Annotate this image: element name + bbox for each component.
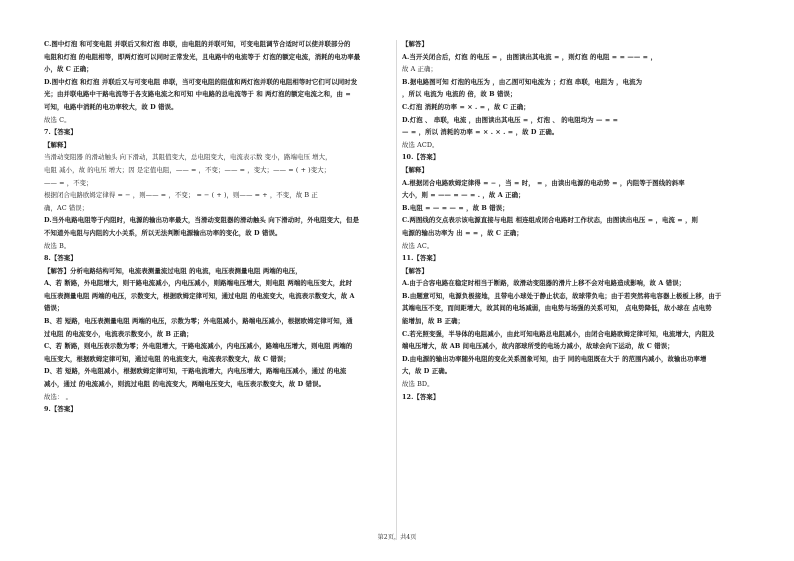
text-line: 【解答】分析电路结构可知，电流表测量流过电阻 的电流，电压表测量电阻 两端的电压， <box>44 266 302 275</box>
text-line: D.图中灯泡 和灯泡 并联后又与可变电阻 串联，当可变电阻的阻值和两灯泡并联的电阻相等时它们可以同时发 <box>44 77 358 86</box>
text-line: C、若 断路，则电压表示数为零；外电阻增大，干路电流减小，内电压减小，路端电压增大，则电阻 两端的 <box>44 342 353 351</box>
text-line: 电压表测量电阻 两端的电压，示数变大，根据欧姆定律可知，通过电阻 的电流变大，电流表示数变大，故 A <box>44 291 355 300</box>
text-line: C.灯泡 消耗的功率 = × . = ，故 C 正确； <box>402 102 530 111</box>
text-line: 端电压增大，故 AB 间电压减小，故内部球所受的电场力减小，故球会向下运动，故 C 错误； <box>402 342 674 351</box>
text-line: 可知，电路中消耗的电功率较大，故 D 错误。 <box>44 102 178 111</box>
text-line: D.当外电路电阻等于内阻时，电源的输出功率最大，当滑动变阻器的滑动触头 向下滑动时，外电阻变大，但是 <box>44 216 360 225</box>
text-line: B、若 短路，电压表测量电阻 两端的电压，示数为零；外电阻减小，路端电压减小，根据欧姆定律可知，通 <box>44 317 353 326</box>
text-line: D.灯泡 、 串联，电流 ，由图读出其电压 = ，灯泡 、 的电阻均为 — = = <box>402 115 619 124</box>
text-line: D、若 短路，外电阻减小，根据欧姆定律可知，干路电流增大，内电压增大，路端电压减小，通过 的电流 <box>44 367 347 376</box>
text-line: 不知道外电阻与内阻的大小关系，所以无法判断电源输出功率的变化，故 D 错误。 <box>44 228 282 237</box>
text-line: 大小，则 = —— = — = . ，故 A 正确； <box>402 191 525 200</box>
text-line: 能增加，故 B 正确； <box>402 317 465 326</box>
text-line: A.当开关闭合后，灯泡 的电压 = ，由图读出其电流 = ，则灯泡 的电阻 = = —— = ， <box>402 52 657 61</box>
text-line: 9.【答案】 <box>44 405 77 414</box>
text-line: 其端电压不变，而间距增大，故其间的电场减弱，由电势与场强的关系可知， 点电势降低，故小球在 点电势 <box>402 304 712 313</box>
text-line: A.根据闭合电路欧姆定律得 = − ，当 = 时， = ，由读出电源的电动势 = ，内阻等于图线的斜率 <box>402 178 685 187</box>
text-line: 【解答】 <box>402 266 428 275</box>
page-footer: 第2页，共4页 <box>377 534 417 541</box>
text-line: 10.【答案】 <box>402 153 440 162</box>
text-line: B.据电路图可知 灯泡的电压为 ，由乙图可知电流为 ；灯泡 串联，电阻为 ，电流为 <box>402 77 643 86</box>
text-line: B.由题意可知，电源负极接地，且带电小球处于静止状态，故球带负电；由于若突然将电容器上极板上移，由于 <box>402 291 722 300</box>
text-line: 【解释】 <box>402 165 428 174</box>
text-line: 故选 ACD。 <box>402 140 439 149</box>
text-line: — = ，所以 消耗的功率 = × . × . = ，故 D 正确。 <box>402 128 559 137</box>
text-line: C.若光照变强，半导体的电阻减小，由此可知电路总电阻减小，由闭合电路欧姆定律可知，电流增大，内阻及 <box>402 329 715 338</box>
text-line: 11.【答案】 <box>402 254 440 263</box>
text-line: 大，故 D 正确。 <box>402 367 452 376</box>
text-line: 电阻 减小，故 的电压 增大；因 是定值电阻，—— = ，不变；—— = ，变大；—— = ( + )变大； <box>44 165 331 174</box>
text-line: ，所以 电流为 电流的 倍，故 B 错误； <box>402 90 517 99</box>
text-line: 电压变大，根据欧姆定律可知，通过电阻 的电流变大，电流表示数变大，故 C 错误； <box>44 354 290 363</box>
text-line: 故选 B。 <box>44 241 71 250</box>
text-line: 过电阻 的电流变小，电流表示数变小，故 B 正确； <box>44 329 193 338</box>
text-line: 故 A 正确； <box>402 65 437 74</box>
text-line: 故选 BD。 <box>402 380 434 389</box>
left-column <box>44 38 390 416</box>
text-line: 当滑动变阻器 的滑动触头 向下滑动，其阻值变大，总电阻变大，电流表示数 变小，路端电压 增大， <box>44 153 332 162</box>
text-line: 减小，通过 的电流减小，则流过电阻 的电流变大，两端电压变大，电压表示数变大，故 D 错误。 <box>44 380 326 389</box>
text-line: 错误； <box>44 304 64 313</box>
text-line: C.图中灯泡 和可变电阻 并联后又和灯泡 串联，由电阻的并联可知，可变电阻调节合适时可以使并联部分的 <box>44 40 351 48</box>
text-line: 12.【答案】 <box>402 392 440 401</box>
column-divider <box>396 40 397 540</box>
text-line: 【解答】 <box>402 40 428 48</box>
text-line: 小，故 C 正确； <box>44 65 93 74</box>
text-line: B.电阻 = — = — = ，故 B 错误； <box>402 203 509 212</box>
text-line: 确，AC 错误； <box>44 203 89 212</box>
text-line: 【解释】 <box>44 140 70 149</box>
text-line: A、若 断路，外电阻增大，则干路电流减小，内电压减小，则路端电压增大，则电阻 两端的电压变大，此时 <box>44 279 353 288</box>
text-line: 故选： 。 <box>44 392 73 401</box>
text-line: —— = ，不变； <box>44 178 93 187</box>
text-line: C.两图线的交点表示该电源直接与电阻 相连组成闭合电路时工作状态，由图读出电压 = ，电流 = ，则 <box>402 216 699 225</box>
text-line: A.由于合容电路在稳定时相当于断路，故滑动变阻器的滑片上移不会对电路造成影响，故 A 错误； <box>402 279 686 288</box>
text-line: 8.【答案】 <box>44 254 77 263</box>
text-line: 故选 AC。 <box>402 241 434 250</box>
text-line: D.由电源的输出功率随外电阻的变化关系图象可知，由于 同的电阻既在大于 的范围内减小，故输出功率增 <box>402 354 707 363</box>
text-line: 7.【答案】 <box>44 128 77 137</box>
text-line: 电阻和灯泡 的电阻相等，即两灯泡可以同时正常发光，且电路中的电流等于 灯泡的额定电流，消耗的电功率最 <box>44 52 361 61</box>
text-line: 电源的输出功率为 出 = = ，故 C 正确； <box>402 228 523 237</box>
text-line: 故选 C。 <box>44 115 71 124</box>
right-column <box>402 38 748 403</box>
text-line: 根据闭合电路欧姆定律得 = − ，则—— = ，不变； = − ( + )，则—— = + ，不变，故 B 正 <box>44 191 318 200</box>
text-line: 光；由并联电路中干路电流等于各支路电流之和可知 中电路的总电流等于 和 两灯泡的额定电流之和，由 = <box>44 90 351 99</box>
